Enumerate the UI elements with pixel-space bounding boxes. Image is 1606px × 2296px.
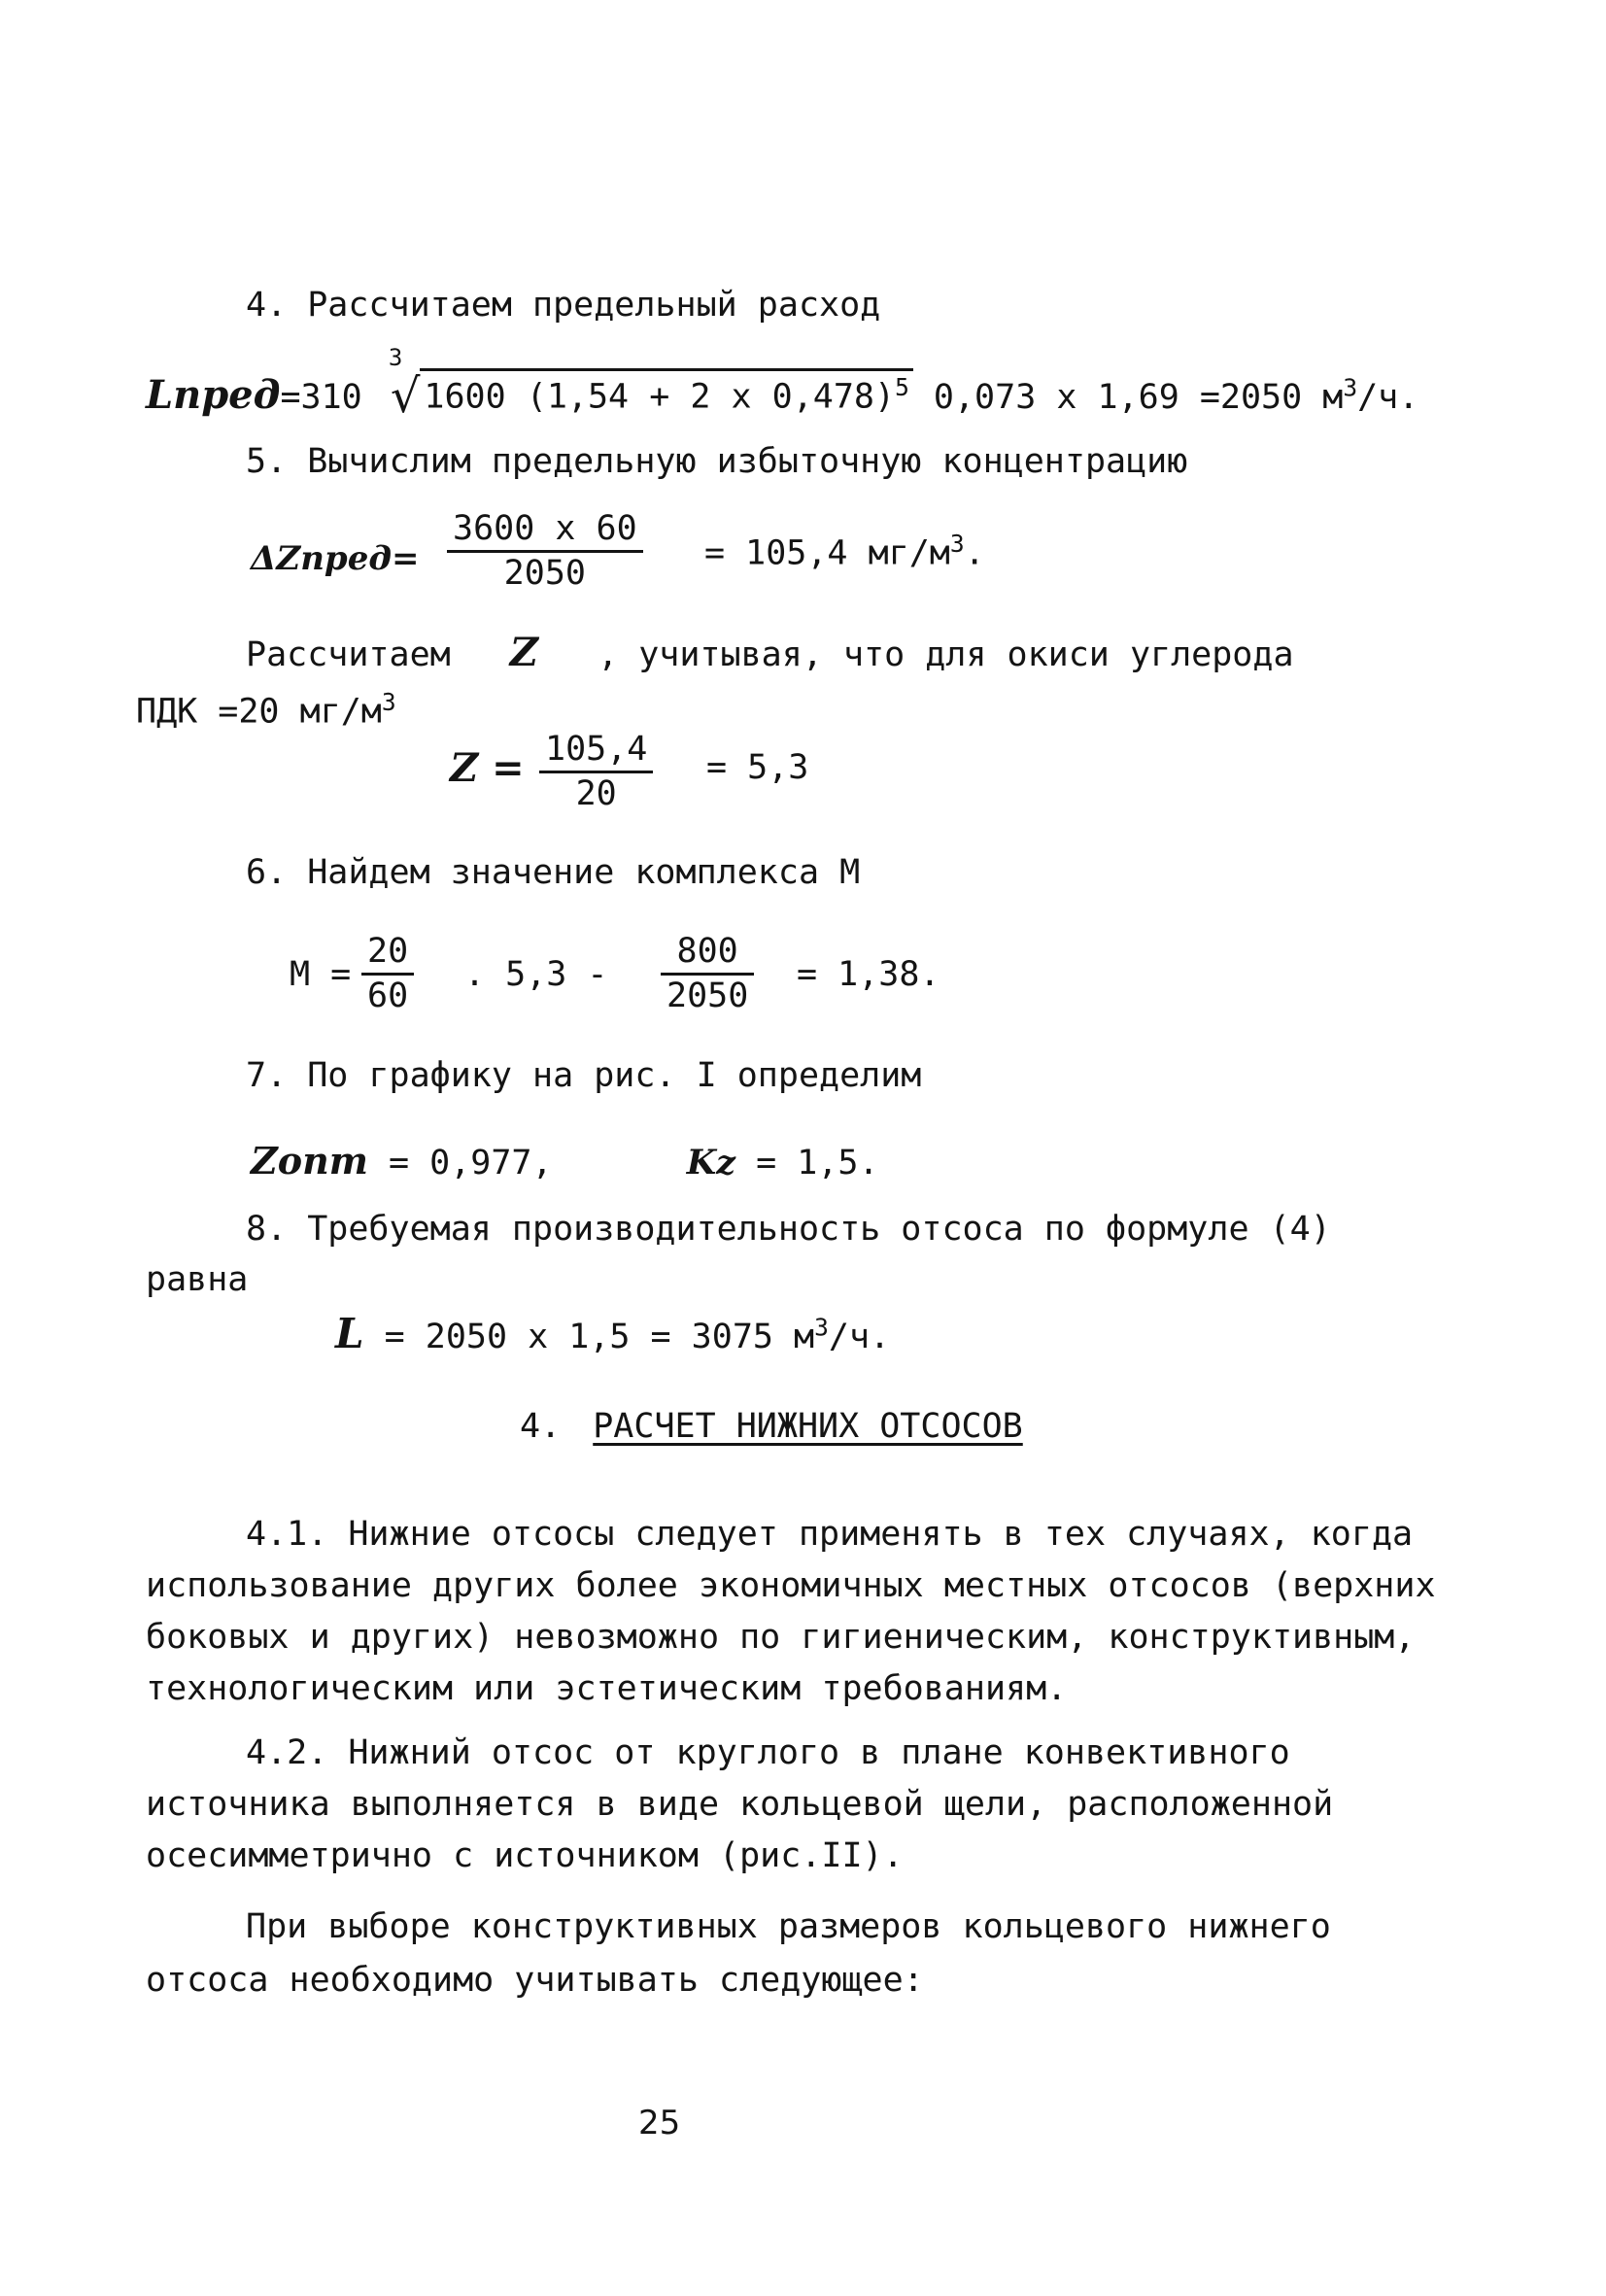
item6-fraction-2	[661, 933, 754, 1014]
k-z-value: = 1,5.	[756, 1144, 879, 1182]
paragraph-4-2-line: источника выполняется в виде кольцевой щели, расположенной	[146, 1785, 1334, 1824]
z-opt-value: = 0,977,	[389, 1144, 553, 1182]
fraction-denominator: 60	[367, 976, 409, 1015]
delta-z-pred: ΔZпред=	[251, 539, 420, 578]
paragraph-4-1-line: использование других более экономичных местных отсосов (верхних	[146, 1566, 1436, 1605]
section4-heading	[520, 1407, 1023, 1446]
l-symbol: L	[335, 1310, 364, 1357]
l-pred-symbol: Lпред	[146, 372, 281, 418]
item4-formula	[146, 344, 1419, 424]
section-title: РАСЧЕТ НИЖНИХ ОТСОСОВ	[593, 1407, 1023, 1446]
z-opt-symbol: Zопт	[251, 1139, 368, 1182]
item6-result: = 1,38.	[797, 955, 940, 994]
root-index: 3	[388, 344, 403, 371]
page-number: 25	[638, 2104, 681, 2142]
z-intro-line2: ПДК =20 $мг/м^3$	[136, 688, 396, 732]
paragraph-4-2-line: осесимметрично с источником (рис.II).	[146, 1836, 904, 1875]
formula-rest: 0,073 х 1,69 =2050 $м^3/ч$.	[933, 373, 1419, 417]
fraction-numerator: 3600 х 60	[453, 509, 637, 548]
paragraph-4-1-line: 4.1. Нижние отсосы следует применять в тех случаях, когда	[246, 1515, 1414, 1554]
fraction-denominator: 2050	[666, 976, 749, 1015]
item6-lhs: М =	[290, 955, 352, 994]
section-number: 4.	[520, 1407, 562, 1446]
radical-sign: √	[390, 369, 421, 424]
paragraph-4-2-line: 4.2. Нижний отсос от круглого в плане конвективного	[246, 1733, 1290, 1772]
item5-result: = 105,4 $мг/м^3$.	[704, 530, 985, 573]
paragraph-4-1-line: боковых и других) невозможно по гигиеническим, конструктивным,	[146, 1618, 1416, 1657]
item4-heading: 4. Рассчитаем предельный расход	[246, 286, 881, 325]
fraction-bar	[539, 771, 653, 773]
paragraph-3-line: отсоса необходимо учитывать следующее:	[146, 1961, 924, 2000]
paragraph-3-line: При выборе конструктивных размеров кольцевого нижнего	[246, 1907, 1331, 1946]
item5-heading: 5. Вычислим предельную избыточную концентрацию	[246, 442, 1188, 481]
paragraph-4-1-line: технологическим или эстетическим требованиям.	[146, 1669, 1068, 1708]
item8-formula: L = 2050 х 1,5 = 3075 $м^3/ч$.	[335, 1310, 891, 1357]
fraction-denominator: 2050	[503, 553, 586, 593]
radicand: 1600 (1,54 + 2 х 0,478)$^5$	[420, 368, 912, 417]
item8-line2: равна	[146, 1260, 249, 1299]
item7-heading: 7. По графику на рис. I определим	[246, 1056, 922, 1095]
z-symbol: Z	[509, 630, 538, 675]
z-intro-line1: Рассчитаем Z , учитывая, что для окиси углерода	[246, 630, 1294, 675]
fraction-numerator: 105,4	[545, 730, 648, 769]
z-fraction	[539, 731, 653, 812]
fraction-bar	[447, 550, 643, 553]
fraction-bar	[361, 973, 414, 976]
fraction-bar	[661, 973, 754, 976]
cube-root	[388, 344, 913, 424]
item8-line1: 8. Требуемая производительность отсоса по формуле (4)	[246, 1210, 1331, 1249]
fraction-denominator: 20	[575, 773, 617, 813]
item7-formula	[251, 1139, 879, 1182]
item5-fraction	[447, 510, 643, 592]
z-formula-lhs: Z =	[450, 745, 525, 791]
item6-middle: . 5,3 -	[464, 955, 608, 994]
z-formula-result: = 5,3	[706, 748, 809, 787]
k-z-symbol: Kz	[686, 1143, 736, 1182]
item6-heading: 6. Найдем значение комплекса М	[246, 853, 861, 892]
fraction-numerator: 20	[367, 932, 409, 971]
formula-coef: =310	[280, 378, 362, 417]
fraction-numerator: 800	[676, 932, 738, 971]
item6-fraction-1	[361, 933, 414, 1014]
